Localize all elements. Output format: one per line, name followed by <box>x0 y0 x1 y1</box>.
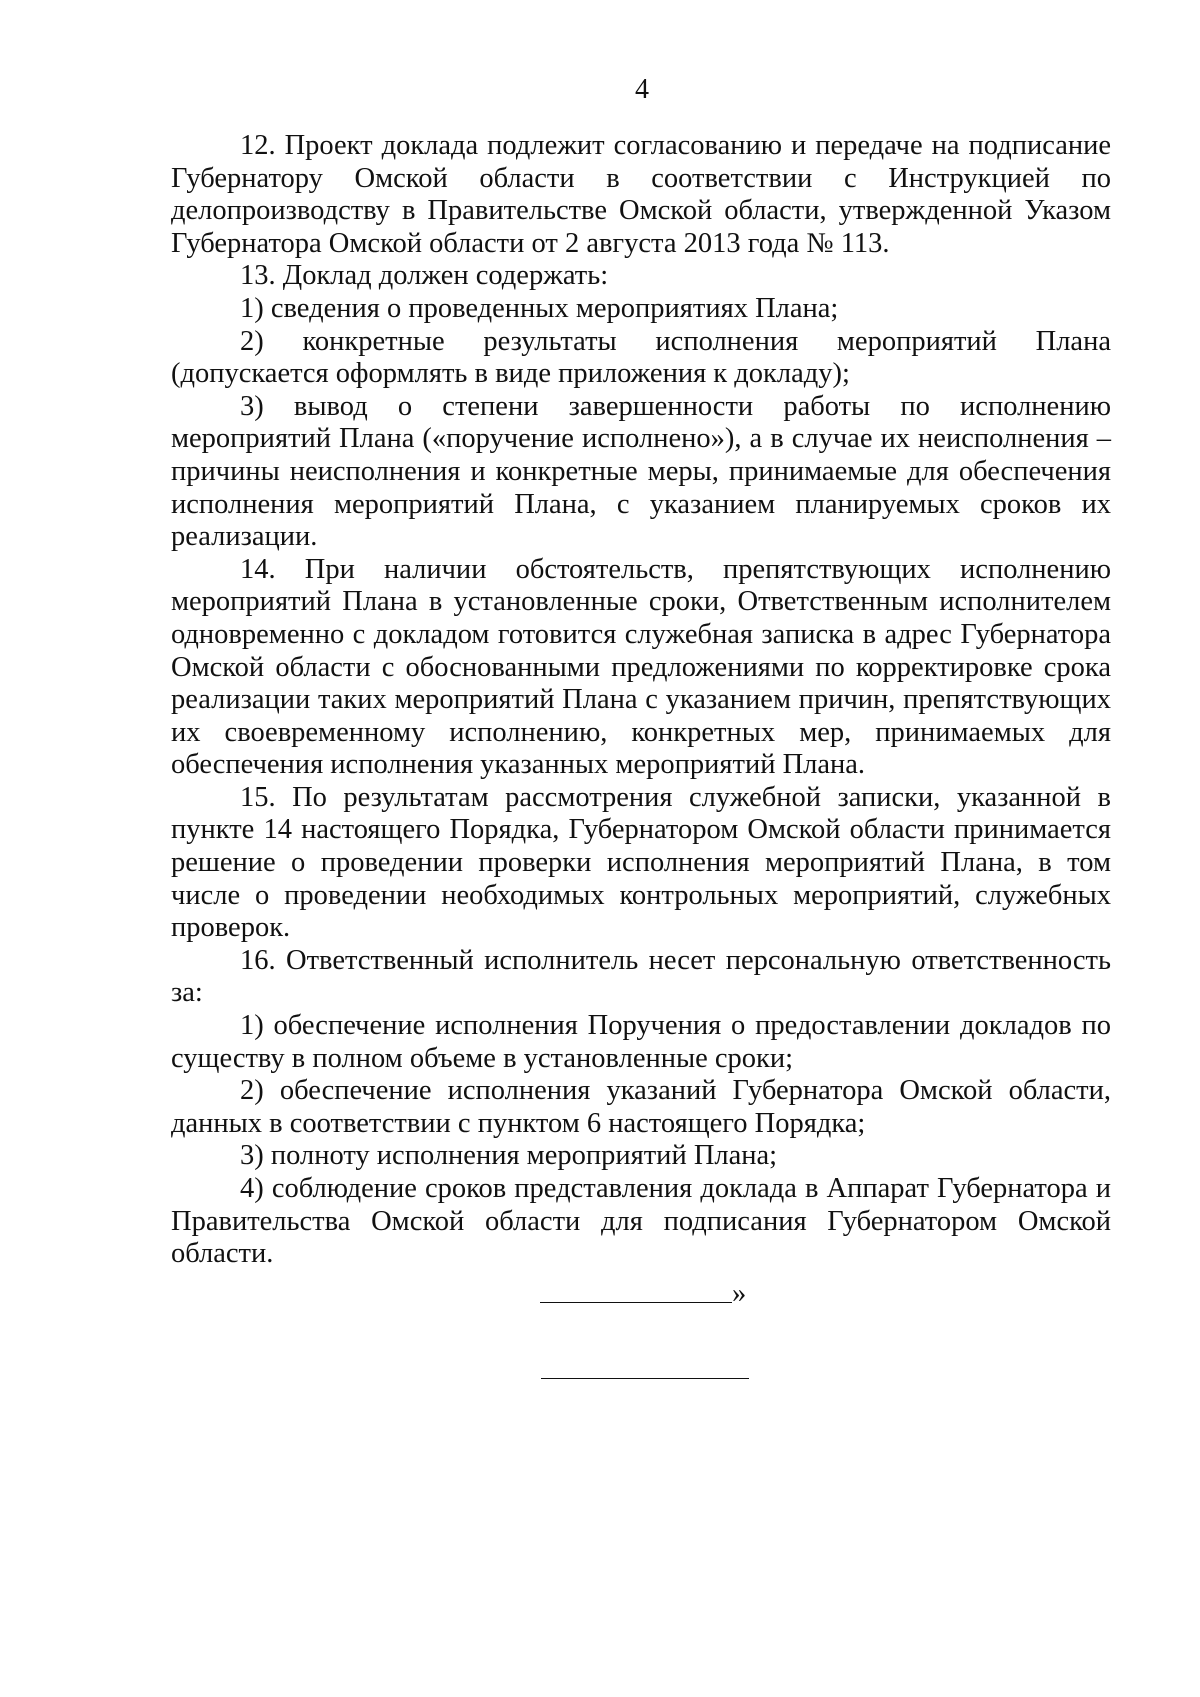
paragraph-13-item-3: 3) вывод о степени завершенности работы по исполнению мероприятий Плана («поручение исполнено»), а в случае их неисполнения – причины неисполнения и конкретные меры, принимаемые для обеспечения исполнения мероприятий Плана, с указанием планируемых сроков их реализации. <box>171 390 1111 553</box>
page-number: 4 <box>635 74 649 105</box>
closing-line <box>540 1278 732 1303</box>
paragraph-12: 12. Проект доклада подлежит согласованию и передаче на подписание Губернатору Омской области в соответствии с Инструкцией по делопроизводству в Правительстве Омской области, утвержденной Указом Губернатора Омской области от 2 августа 2013 года № 113. <box>171 130 1111 259</box>
paragraph-16-item-2: 2) обеспечение исполнения указаний Губернатора Омской области, данных в соответствии с пунктом 6 настоящего Порядка; <box>171 1075 1111 1139</box>
paragraph-14: 14. При наличии обстоятельств, препятствующих исполнению мероприятий Плана в установленные сроки, Ответственным исполнителем одновременно с докладом готовится служебная записка в адрес Губернатора Омской области с обоснованными предложениями по корректировке срока реализации таких мероприятий Плана с указанием причин, препятствующих их своевременному исполнению, конкретных мер, принимаемых для обеспечения исполнения указанных мероприятий Плана. <box>171 553 1111 781</box>
paragraph-16-item-4: 4) соблюдение сроков представления доклада в Аппарат Губернатора и Правительства Омской области для подписания Губернатором Омской области. <box>171 1173 1111 1270</box>
paragraph-15: 15. По результатам рассмотрения служебной записки, указанной в пункте 14 настоящего Порядка, Губернатором Омской области принимается решение о проведении проверки исполнения мероприятий Плана, в том числе о проведении необходимых контрольных мероприятий, служебных проверок. <box>171 781 1111 944</box>
paragraph-16-item-1: 1) обеспечение исполнения Поручения о предоставлении докладов по существу в полном объеме в установленные сроки; <box>171 1010 1111 1074</box>
paragraph-13-item-2: 2) конкретные результаты исполнения мероприятий Плана (допускается оформлять в виде приложения к докладу); <box>171 325 1111 390</box>
paragraph-13-item-1: 1) сведения о проведенных мероприятиях Плана; <box>240 292 839 324</box>
paragraph-13: 13. Доклад должен содержать: <box>240 260 609 292</box>
paragraph-16-item-3: 3) полноту исполнения мероприятий Плана; <box>240 1140 778 1172</box>
separator-line <box>541 1378 749 1379</box>
closing-quote: » <box>732 1278 747 1309</box>
paragraph-16: 16. Ответственный исполнитель несет персональную ответственность за: <box>171 944 1111 1009</box>
document-body <box>171 130 1111 1271</box>
closing-mark <box>540 1278 746 1310</box>
